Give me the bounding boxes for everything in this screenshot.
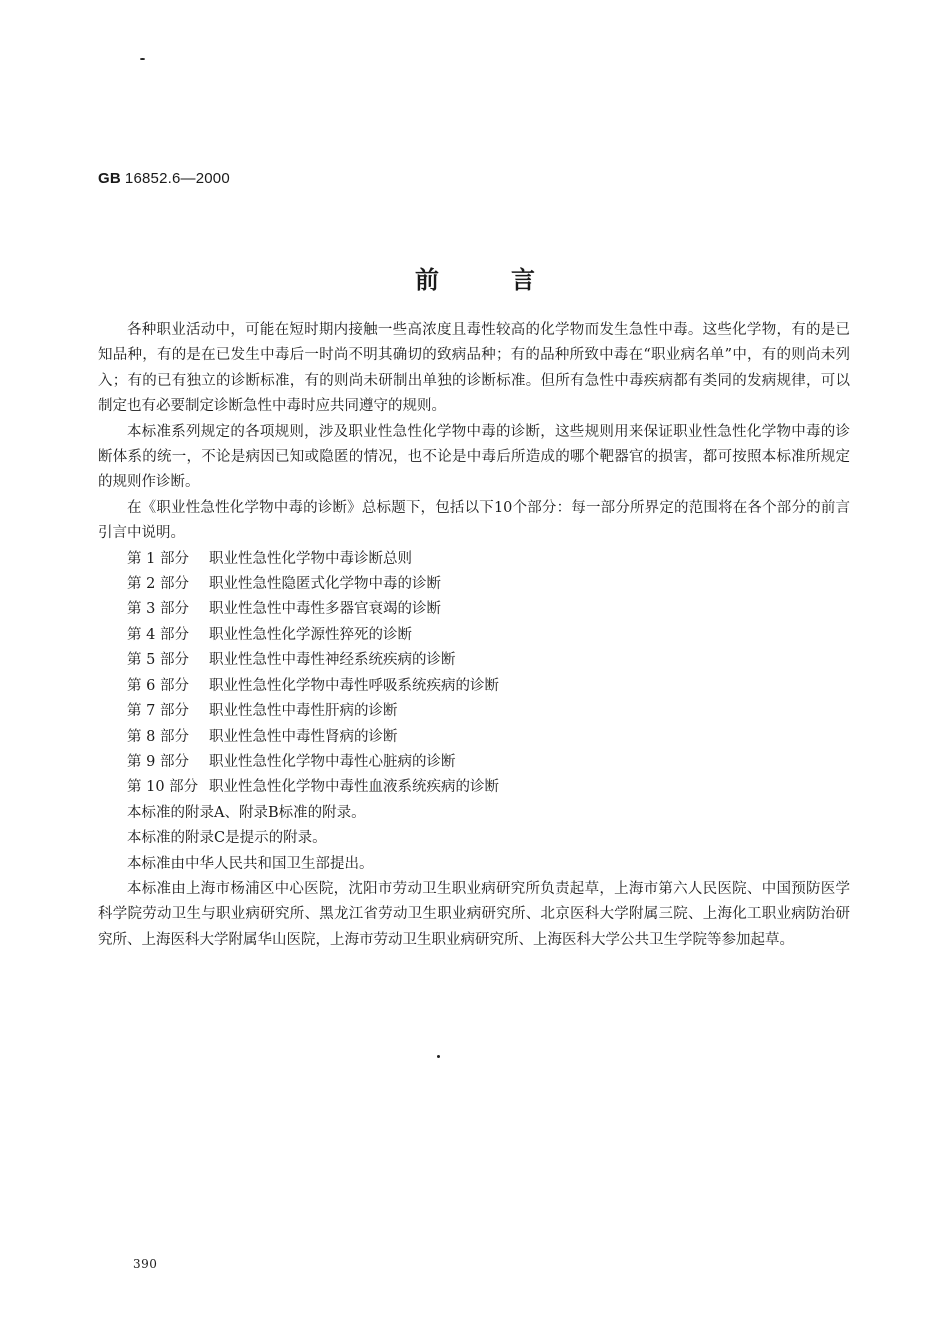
paragraph: 本标准由上海市杨浦区中心医院，沈阳市劳动卫生职业病研究所负责起草，上海市第六人民医院、中国预防医学科学院劳动卫生与职业病研究所、黑龙江省劳动卫生职业病研究所、北京医科大学附属三院、上海化工职业病防治研究所、上海医科大学附属华山医院，上海市劳动卫生职业病研究所、上海医科大学公共卫生学院等参加起草。 bbox=[98, 880, 850, 948]
part-number: 第 10 部分 bbox=[127, 779, 199, 796]
document-body bbox=[98, 318, 850, 953]
scan-speck bbox=[140, 58, 145, 60]
list-item bbox=[98, 674, 850, 699]
list-item bbox=[98, 572, 850, 597]
part-title: 职业性急性化学物中毒性呼吸系统疾病的诊断 bbox=[209, 677, 499, 694]
part-title: 职业性急性化学物中毒性心脏病的诊断 bbox=[209, 753, 456, 770]
part-title: 职业性急性隐匿式化学物中毒的诊断 bbox=[209, 576, 441, 593]
list-item bbox=[98, 725, 850, 750]
part-number: 第 7 部分 bbox=[127, 703, 189, 720]
part-title: 职业性急性化学物中毒性血液系统疾病的诊断 bbox=[209, 779, 499, 796]
page-number: 390 bbox=[133, 1257, 158, 1271]
list-item bbox=[98, 597, 850, 622]
part-title: 职业性急性化学物中毒诊断总则 bbox=[209, 550, 412, 567]
part-title: 职业性急性化学源性猝死的诊断 bbox=[209, 626, 412, 643]
standard-code bbox=[98, 170, 230, 187]
paragraph: 本标准由中华人民共和国卫生部提出。 bbox=[127, 855, 374, 872]
paragraph: 各种职业活动中，可能在短时期内接触一些高浓度且毒性较高的化学物而发生急性中毒。这些化学物，有的是已知品种，有的是在已发生中毒后一时尚不明其确切的致病品种；有的品种所致中毒在“职业病名单”中，有的则尚未列入；有的已有独立的诊断标准，有的则尚未研制出单独的诊断标准。但所有急性中毒疾病都有类同的发病规律，可以制定也有必要制定诊断急性中毒时应共同遵守的规则。 bbox=[98, 322, 850, 415]
list-item bbox=[98, 623, 850, 648]
part-title: 职业性急性中毒性肝病的诊断 bbox=[209, 703, 398, 720]
part-title: 职业性急性中毒性神经系统疾病的诊断 bbox=[209, 652, 456, 669]
part-number: 第 4 部分 bbox=[127, 626, 189, 643]
standard-number: 16852.6—2000 bbox=[124, 170, 230, 187]
paragraph: 本标准的附录C是提示的附录。 bbox=[127, 830, 327, 847]
page-title: 前言 bbox=[415, 265, 607, 294]
list-item bbox=[98, 775, 850, 800]
part-number: 第 9 部分 bbox=[127, 753, 189, 770]
parts-list bbox=[98, 547, 850, 801]
scan-speck bbox=[437, 1055, 440, 1058]
part-number: 第 5 部分 bbox=[127, 652, 189, 669]
paragraph: 本标准的附录A、附录B标准的附录。 bbox=[127, 804, 366, 821]
part-number: 第 6 部分 bbox=[127, 677, 189, 694]
part-title: 职业性急性中毒性肾病的诊断 bbox=[209, 728, 398, 745]
paragraph: 在《职业性急性化学物中毒的诊断》总标题下，包括以下10个部分：每一部分所界定的范围将在各个部分的前言引言中说明。 bbox=[98, 499, 850, 542]
part-number: 第 2 部分 bbox=[127, 576, 189, 593]
paragraph: 本标准系列规定的各项规则，涉及职业性急性化学物中毒的诊断，这些规则用来保证职业性急性化学物中毒的诊断体系的统一，不论是病因已知或隐匿的情况，也不论是中毒后所造成的哪个靶器官的损害，都可按照本标准所规定的规则作诊断。 bbox=[98, 423, 850, 491]
part-number: 第 8 部分 bbox=[127, 728, 189, 745]
standard-prefix: GB bbox=[98, 170, 121, 187]
part-number: 第 3 部分 bbox=[127, 601, 189, 618]
list-item bbox=[98, 750, 850, 775]
list-item bbox=[98, 547, 850, 572]
part-number: 第 1 部分 bbox=[127, 550, 189, 567]
list-item bbox=[98, 699, 850, 724]
part-title: 职业性急性中毒性多器官衰竭的诊断 bbox=[209, 601, 441, 618]
list-item bbox=[98, 648, 850, 673]
